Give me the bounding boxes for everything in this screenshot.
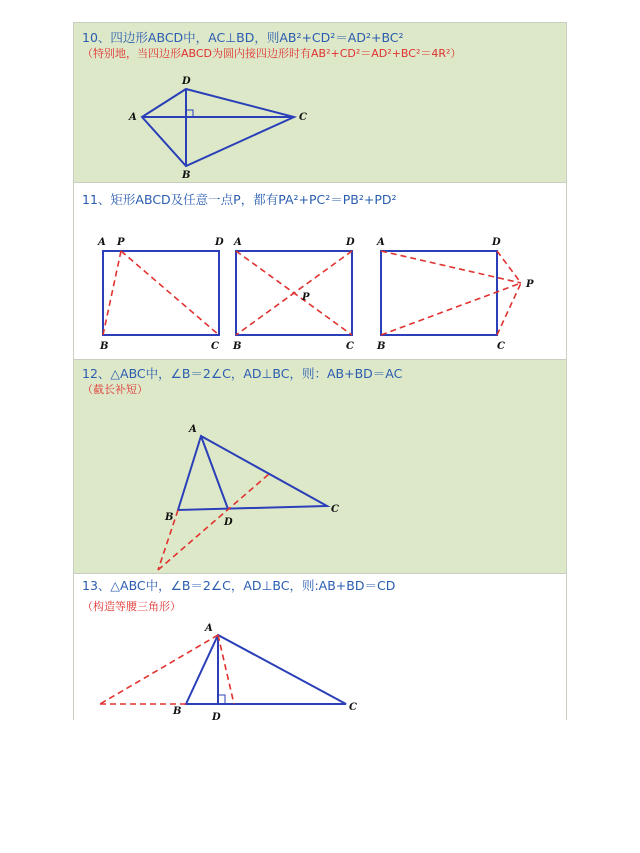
fig2-label-d: D [346,237,355,248]
label-d-13: D [212,712,221,721]
triangle-diagram-12 [74,360,568,574]
label-c-13: C [349,702,357,713]
panel-11-title: 11、矩形ABCD及任意一点P，都有PA²+PC²＝PB²+PD² [82,192,397,207]
panel-11 [74,183,566,359]
dash-pc-1 [121,251,219,335]
kite-diagram [74,23,568,183]
label-a-13: A [205,623,213,634]
fig3-label-p: P [526,279,534,290]
formula-sheet [73,22,567,720]
fig2-label-b: B [233,341,242,352]
dash-inner-13 [218,635,234,704]
label-d-12: D [224,517,233,528]
panel-12-note: （截长补短） [82,383,148,396]
panel-10 [74,23,566,183]
fig1-label-p: P [117,237,125,248]
label-c-12: C [331,504,339,515]
rect-3 [381,251,497,335]
label-b-13: B [173,706,182,717]
label-b: B [182,170,191,181]
fig1-label-d: D [215,237,224,248]
rectangle-diagrams [74,183,568,359]
fig2-label-c: C [346,341,354,352]
fig3-label-a: A [377,237,385,248]
label-a: A [129,112,137,123]
quad-abcd [142,89,294,166]
dash-pb-3 [381,283,521,335]
fig1-label-c: C [211,341,219,352]
label-a-12: A [189,424,197,435]
triangle-diagram-13 [74,574,568,721]
fig1-label-a: A [98,237,106,248]
panel-12-title: 12、△ABC中，∠B＝2∠C，AD⊥BC，则：AB+BD＝AC [82,366,403,381]
label-b-12: B [165,512,174,523]
triangle-abc-12 [178,436,327,510]
fig1-label-b: B [100,341,109,352]
dash-ae-13 [100,635,218,704]
panel-12 [74,359,566,573]
fig2-label-p: P [302,292,310,303]
fig3-label-b: B [377,341,386,352]
triangle-abc-13 [186,635,346,704]
panel-10-note: （特别地，当四边形ABCD为圆内接四边形时有AB²+CD²＝AD²+BC²＝4R²） [82,47,462,60]
fig2-label-a: A [234,237,242,248]
label-c: C [299,112,307,123]
dash-pb-1 [103,251,121,335]
panel-13 [74,573,566,720]
altitude-ad-12 [201,436,228,509]
right-angle-mark-13 [218,695,225,704]
panel-13-note: （构造等腰三角形） [82,600,181,613]
right-angle-mark [186,110,193,117]
dash-pc-3 [497,283,521,335]
fig3-label-d: D [492,237,501,248]
label-d: D [182,76,191,87]
panel-10-title: 10、四边形ABCD中，AC⊥BD，则AB²+CD²＝AD²+BC² [82,30,404,45]
fig3-label-c: C [497,341,505,352]
rect-1 [103,251,219,335]
panel-13-title: 13、△ABC中，∠B＝2∠C，AD⊥BC，则:AB+BD＝CD [82,578,396,593]
